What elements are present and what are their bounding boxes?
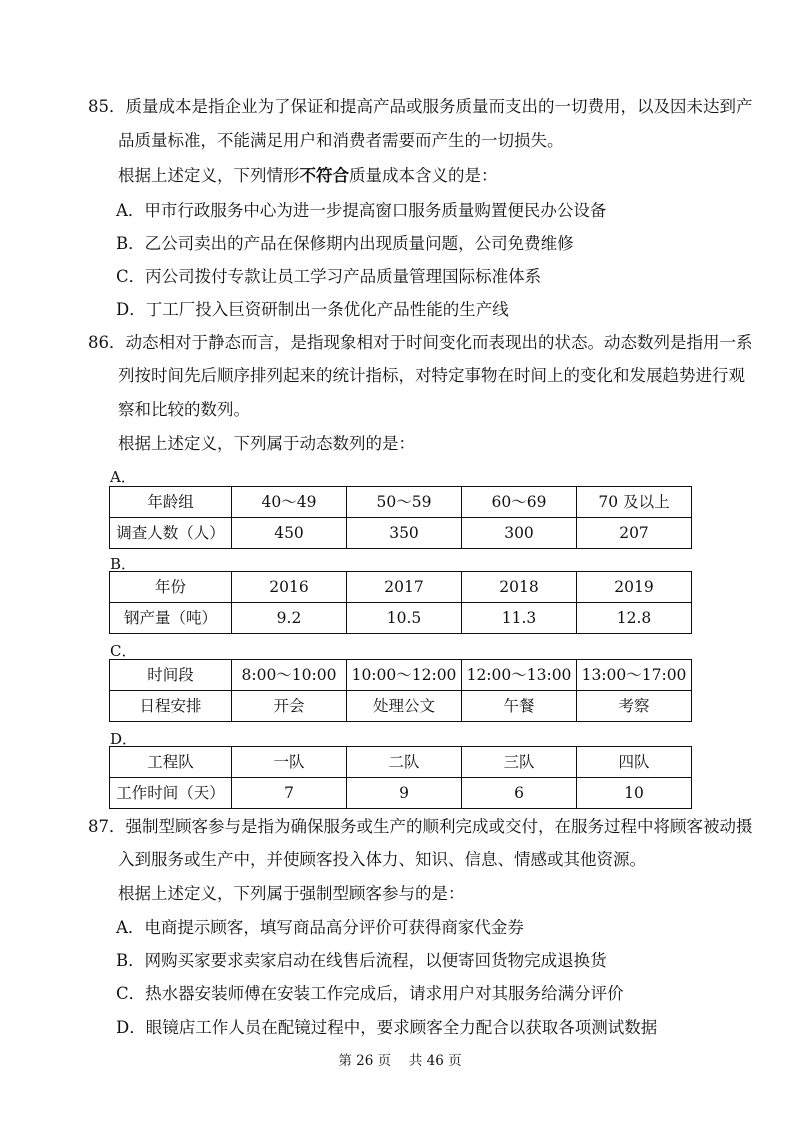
q86-table-c-label: C． <box>110 642 137 660</box>
table-cell: 2017 <box>347 572 462 603</box>
table-cell: 10.5 <box>347 603 462 634</box>
q87-option-d: D．眼镜店工作人员在配镜过程中，要求顾客全力配合以获取各项测试数据 <box>116 1018 658 1037</box>
table-cell: 300 <box>462 518 577 549</box>
table-cell: 调查人数（人） <box>110 518 232 549</box>
table-cell: 午餐 <box>462 691 577 722</box>
table-cell: 二队 <box>347 747 462 778</box>
table-cell: 7 <box>232 778 347 809</box>
table-row <box>110 691 692 722</box>
table-cell: 2016 <box>232 572 347 603</box>
table-cell: 2019 <box>577 572 692 603</box>
table-cell: 9.2 <box>232 603 347 634</box>
q86-table-b <box>109 571 692 634</box>
q87-stem-line2: 入到服务或生产中，并使顾客投入体力、知识、信息、情感或其他资源。 <box>118 850 646 869</box>
table-cell: 60～69 <box>462 487 577 518</box>
table-cell: 时间段 <box>110 660 232 691</box>
table-row <box>110 660 692 691</box>
table-cell: 钢产量（吨） <box>110 603 232 634</box>
table-row <box>110 572 692 603</box>
table-cell: 50～59 <box>347 487 462 518</box>
q86-prompt: 根据上述定义，下列属于动态数列的是： <box>118 434 415 453</box>
table-cell: 10:00～12:00 <box>347 660 462 691</box>
q86-stem-line1: 86．动态相对于静态而言，是指现象相对于时间变化而表现出的状态。动态数列是指用一系 <box>88 333 753 352</box>
table-cell: 四队 <box>577 747 692 778</box>
table-cell: 工程队 <box>110 747 232 778</box>
table-cell: 450 <box>232 518 347 549</box>
table-cell: 12.8 <box>577 603 692 634</box>
q85-prompt-before: 根据上述定义，下列情形 <box>118 166 300 185</box>
q85-option-d: D．丁工厂投入巨资研制出一条优化产品性能的生产线 <box>116 300 509 319</box>
q87-option-b: B．网购买家要求卖家启动在线售后流程，以便寄回货物完成退换货 <box>116 951 607 970</box>
table-cell: 350 <box>347 518 462 549</box>
q86-table-c <box>109 659 692 722</box>
table-cell: 工作时间（天） <box>110 778 232 809</box>
table-cell: 年龄组 <box>110 487 232 518</box>
q85-option-b: B．乙公司卖出的产品在保修期内出现质量问题，公司免费维修 <box>116 234 574 253</box>
table-cell: 13:00～17:00 <box>577 660 692 691</box>
q87-option-a: A．电商提示顾客，填写商品高分评价可获得商家代金券 <box>116 918 524 937</box>
table-cell: 2018 <box>462 572 577 603</box>
table-row <box>110 518 692 549</box>
q85-prompt <box>118 164 498 188</box>
q86-stem-line2: 列按时间先后顺序排列起来的统计指标，对特定事物在时间上的变化和发展趋势进行观 <box>118 366 745 385</box>
q85-stem-line2: 品质量标准，不能满足用户和消费者需要而产生的一切损失。 <box>118 131 564 150</box>
table-cell: 8:00～10:00 <box>232 660 347 691</box>
table-row <box>110 603 692 634</box>
table-cell: 9 <box>347 778 462 809</box>
table-cell: 日程安排 <box>110 691 232 722</box>
q85-option-a: A．甲市行政服务中心为进一步提高窗口服务质量购置便民办公设备 <box>116 201 607 220</box>
table-row <box>110 747 692 778</box>
q85-prompt-emphasis: 不符合 <box>299 166 349 185</box>
table-cell: 开会 <box>232 691 347 722</box>
table-cell: 11.3 <box>462 603 577 634</box>
q85-stem-line1: 85．质量成本是指企业为了保证和提高产品或服务质量而支出的一切费用，以及因未达到产 <box>88 97 753 116</box>
q87-option-c: C．热水器安装师傅在安装工作完成后，请求用户对其服务给满分评价 <box>116 984 624 1003</box>
table-cell: 6 <box>462 778 577 809</box>
table-cell: 70 及以上 <box>577 487 692 518</box>
table-row <box>110 487 692 518</box>
q86-table-d-label: D． <box>110 730 138 748</box>
table-cell: 一队 <box>232 747 347 778</box>
table-cell: 12:00～13:00 <box>462 660 577 691</box>
q87-prompt: 根据上述定义，下列属于强制型顾客参与的是： <box>118 884 465 903</box>
table-cell: 40～49 <box>232 487 347 518</box>
table-cell: 考察 <box>577 691 692 722</box>
q86-stem-line3: 察和比较的数列。 <box>118 400 250 419</box>
page-footer: 第 26 页 共 46 页 <box>338 1053 462 1069</box>
table-cell: 10 <box>577 778 692 809</box>
q85-prompt-after: 质量成本含义的是： <box>349 166 498 185</box>
q86-table-a <box>109 486 692 549</box>
table-cell: 207 <box>577 518 692 549</box>
table-cell: 三队 <box>462 747 577 778</box>
table-cell: 年份 <box>110 572 232 603</box>
table-row <box>110 778 692 809</box>
q87-stem-line1: 87．强制型顾客参与是指为确保服务或生产的顺利完成或交付，在服务过程中将顾客被动摄 <box>88 817 753 836</box>
table-cell: 处理公文 <box>347 691 462 722</box>
q85-option-c: C．丙公司拨付专款让员工学习产品质量管理国际标准体系 <box>116 267 542 286</box>
q86-table-a-label: A． <box>110 468 136 486</box>
q86-table-b-label: B． <box>110 555 137 573</box>
q86-table-d <box>109 746 692 809</box>
